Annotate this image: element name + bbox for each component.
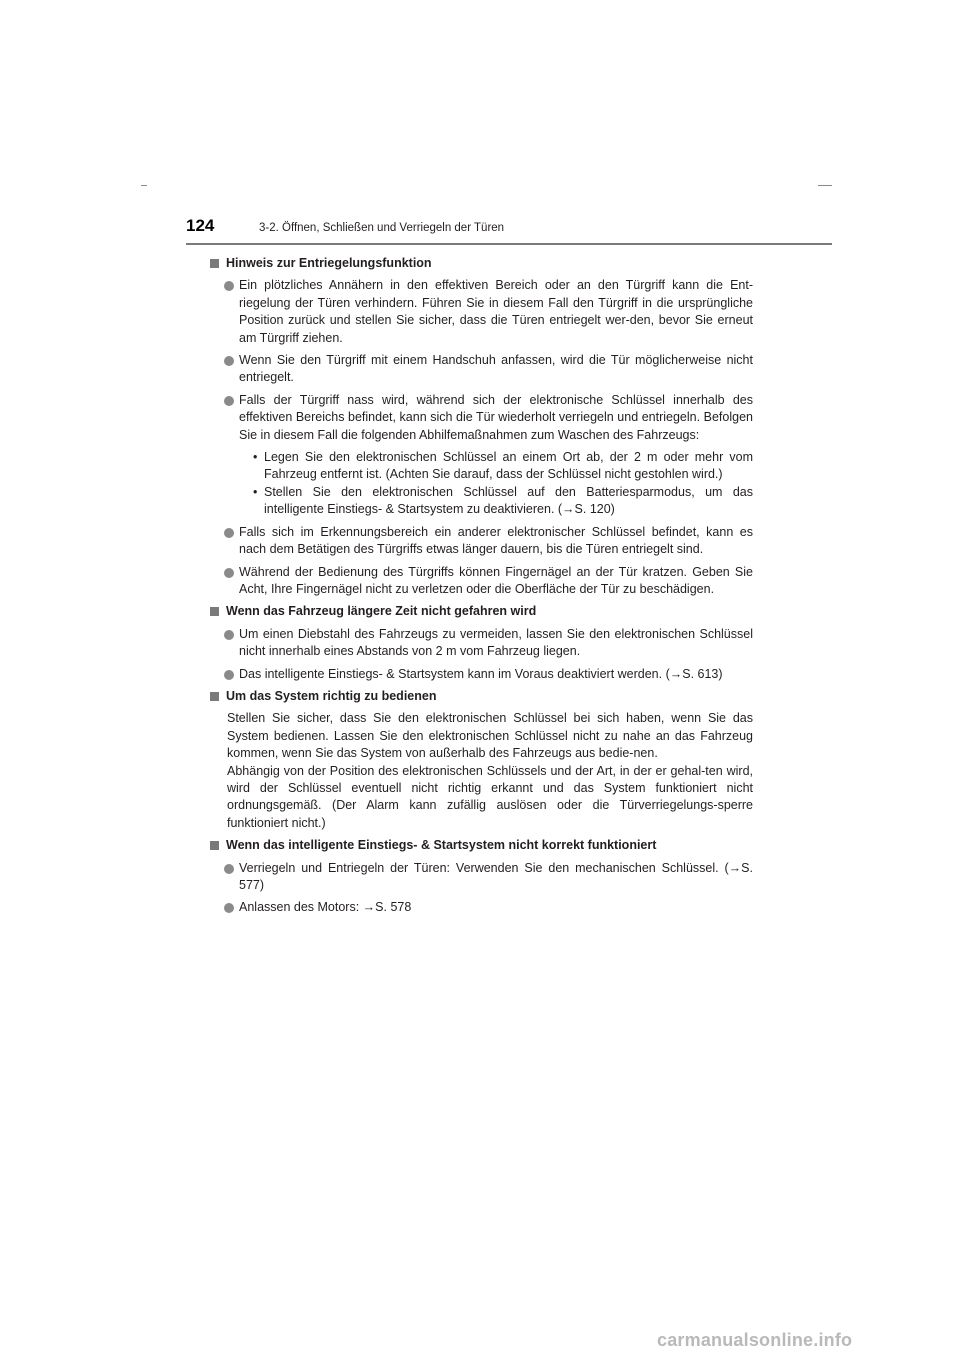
page-number: 124 <box>186 216 215 235</box>
circle-bullet-icon <box>224 281 234 291</box>
watermark: carmanualsonline.info <box>657 1330 853 1350</box>
crop-mark-left <box>141 185 147 186</box>
section-heading <box>210 688 753 705</box>
section-heading-text: Wenn das intelligente Einstiegs- & Startsystem nicht korrekt funktioniert <box>226 838 657 853</box>
sub-list-item <box>210 484 753 519</box>
circle-bullet-icon <box>224 903 234 913</box>
circle-bullet-icon <box>224 568 234 578</box>
bullet-text: Verriegeln und Entriegeln der Türen: Verwenden Sie den mechanischen Schlüssel. (→S. 577) <box>239 860 753 892</box>
section <box>210 603 753 683</box>
header-rule <box>186 243 832 245</box>
circle-bullet-icon <box>224 528 234 538</box>
bullet-item <box>210 524 753 559</box>
bullet-item <box>210 392 753 519</box>
bullet-item <box>210 899 753 916</box>
dot-bullet-icon: • <box>253 484 258 499</box>
bullet-text: Ein plötzliches Annähern in den effektiven Bereich oder an den Türgriff kann die Ent-riegelung der Türen verhindern. Führen Sie in diesem Fall den Türgriff in die ursprüngliche Position zurück und stellen Sie sicher, dass die Türen entriegelt wer-den, bevor Sie erneut am Türgriff ziehen. <box>239 278 753 345</box>
section-paragraph: Stellen Sie sicher, dass Sie den elektronischen Schlüssel bei sich haben, wenn Sie das System bedienen. Lassen Sie den elektronischen Schlüssel nicht zu nahe an das Fahrzeug kommen, wenn Sie das System von außerhalb des Fahrzeugs aus bedie-nen. <box>227 711 753 761</box>
sub-list-item <box>210 449 753 484</box>
bullet-text: Während der Bedienung des Türgriffs können Fingernägel an der Tür kratzen. Geben Sie Acht, Ihre Fingernägel nicht zu verletzen oder die Oberfläche der Tür zu beschädigen. <box>239 564 753 596</box>
sub-list <box>210 449 753 519</box>
bullet-item <box>210 352 753 387</box>
bullet-item <box>210 564 753 599</box>
circle-bullet-icon <box>224 630 234 640</box>
sub-list-text: Legen Sie den elektronischen Schlüssel an einem Ort ab, der 2 m oder mehr vom Fahrzeug entfernt ist. (Achten Sie darauf, dass der Schlüssel nicht gestohlen wird.) <box>264 450 753 482</box>
bullet-item <box>210 626 753 661</box>
section-heading-text: Wenn das Fahrzeug längere Zeit nicht gefahren wird <box>226 604 537 619</box>
bullet-text: Das intelligente Einstiegs- & Startsystem kann im Voraus deaktiviert werden. (→S. 613) <box>239 666 723 681</box>
square-bullet-icon <box>210 841 219 850</box>
bullet-text: Anlassen des Motors: →S. 578 <box>239 900 412 915</box>
section-heading-text: Um das System richtig zu bedienen <box>226 688 437 703</box>
square-bullet-icon <box>210 259 219 268</box>
bullet-text: Um einen Diebstahl des Fahrzeugs zu vermeiden, lassen Sie den elektronischen Schlüssel nicht innerhalb eines Abstands von 2 m vom Fahrzeug liegen. <box>239 626 753 659</box>
dot-bullet-icon: • <box>253 450 258 465</box>
bullet-item <box>210 860 753 895</box>
bullet-item <box>210 277 753 347</box>
section-heading <box>210 837 753 854</box>
section <box>210 688 753 832</box>
section-heading <box>210 603 753 620</box>
bullet-item <box>210 666 753 683</box>
circle-bullet-icon <box>224 356 234 366</box>
content-body <box>210 255 753 922</box>
bullet-text: Falls der Türgriff nass wird, während sich der elektronische Schlüssel innerhalb des effektiven Bereichs befindet, kann sich die Tür wiederholt verriegeln und entriegeln. Befolgen Sie in diesem Fall die folgenden Abhilfemaßnahmen zum Waschen des Fahrzeugs: <box>239 392 753 442</box>
bullet-text: Wenn Sie den Türgriff mit einem Handschuh anfassen, wird die Tür möglicherweise nicht entriegelt. <box>239 353 753 385</box>
circle-bullet-icon <box>224 864 234 874</box>
sub-list-text: Stellen Sie den elektronischen Schlüssel auf den Batteriesparmodus, um das intelligente Einstiegs- & Startsystem zu deaktivieren. (→S. 120) <box>264 484 753 517</box>
section-paragraph: Abhängig von der Position des elektronischen Schlüssels und der Art, in der er gehal-ten wird, wird der Schlüssel eventuell nicht richtig erkannt und das System funktioniert nicht ordnungsgemäß. (Der Alarm kann zufällig auslösen oder die Türverriegelungs-sperre funktioniert nicht.) <box>227 763 753 830</box>
circle-bullet-icon <box>224 670 234 680</box>
section-heading <box>210 255 753 272</box>
section <box>210 837 753 917</box>
crop-mark-right <box>818 185 832 186</box>
section <box>210 255 753 598</box>
section-heading-text: Hinweis zur Entriegelungsfunktion <box>226 256 432 270</box>
bullet-text: Falls sich im Erkennungsbereich ein anderer elektronischer Schlüssel befindet, kann es nach dem Betätigen des Türgriffs etwas länger dauern, bis die Türen entriegelt sind. <box>239 524 753 557</box>
square-bullet-icon <box>210 692 219 701</box>
circle-bullet-icon <box>224 396 234 406</box>
square-bullet-icon <box>210 607 219 616</box>
running-head: 3-2. Öffnen, Schließen und Verriegeln der Türen <box>259 222 505 234</box>
